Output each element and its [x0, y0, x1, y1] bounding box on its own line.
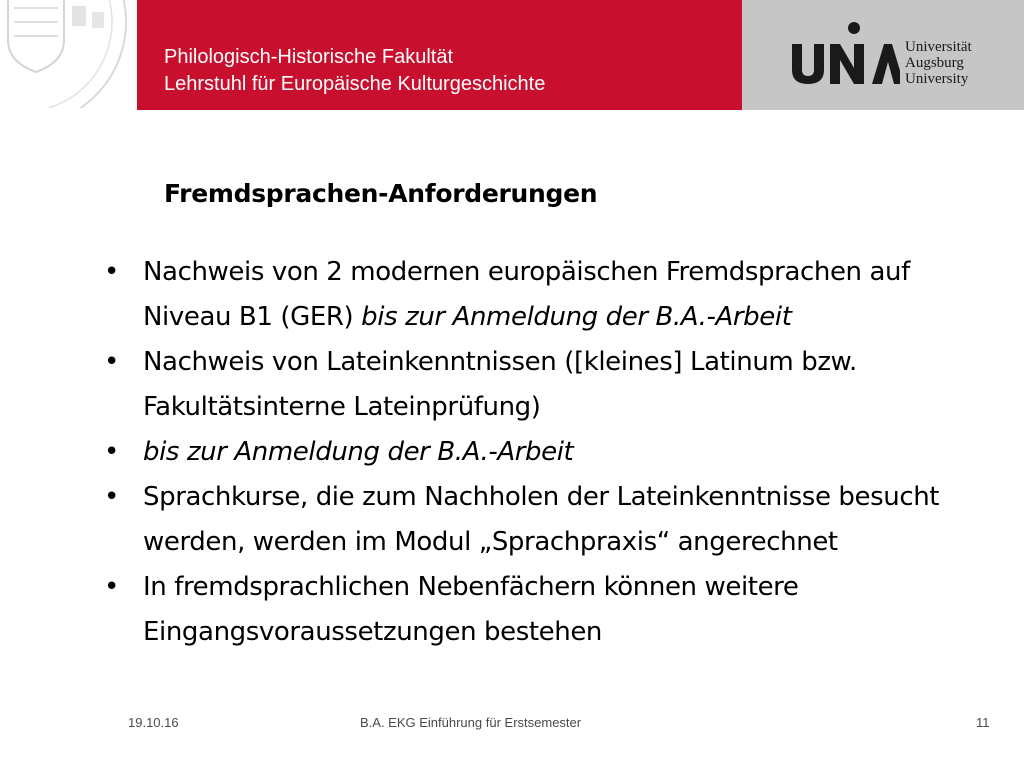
faculty-name: Philologisch-Historische Fakultät: [164, 46, 454, 68]
university-name: [905, 39, 972, 87]
university-line-1: Universität: [905, 39, 972, 55]
bullet-item-3: [104, 430, 984, 475]
footer-date: 19.10.16: [128, 715, 179, 730]
bullet-3-italic: bis zur Anmeldung der B.A.-Arbeit: [143, 437, 574, 467]
bullet-icon: •: [104, 257, 119, 287]
bullet-2-text: Nachweis von Lateinkenntnissen ([kleines] Latinum bzw. Fakultätsinterne Lateinprüfung): [143, 347, 857, 422]
bullet-icon: •: [104, 347, 119, 377]
bullet-list: [104, 250, 984, 655]
chair-name: Lehrstuhl für Europäische Kulturgeschichte: [164, 73, 546, 95]
bullet-item-5: [104, 565, 984, 655]
bullet-icon: •: [104, 437, 119, 467]
faculty-block: [164, 44, 545, 98]
bullet-4-text: Sprachkurse, die zum Nachholen der Lateinkenntnisse besucht werden, werden im Modul „Sprachpraxis“ angerechnet: [143, 482, 940, 557]
bullet-5-text: In fremdsprachlichen Nebenfächern können weitere Eingangsvoraussetzungen bestehen: [143, 572, 799, 647]
bullet-1-text: Nachweis von 2 modernen europäischen Fremdsprachen auf Niveau B1 (GER): [143, 257, 910, 332]
una-logo: [788, 20, 900, 90]
slide-title: Fremdsprachen-Anforderungen: [164, 179, 598, 208]
university-seal-logo: [0, 0, 130, 108]
university-line-3: University: [905, 71, 969, 87]
bullet-item-4: [104, 475, 984, 565]
bullet-icon: •: [104, 572, 119, 602]
page-number: 11: [976, 715, 990, 730]
footer-course: B.A. EKG Einführung für Erstsemester: [360, 715, 582, 730]
bullet-item-2: [104, 340, 984, 430]
bullet-1-italic: bis zur Anmeldung der B.A.-Arbeit: [361, 302, 792, 332]
university-line-2: Augsburg: [905, 55, 964, 71]
bullet-icon: •: [104, 482, 119, 512]
bullet-item-1: [104, 250, 984, 340]
